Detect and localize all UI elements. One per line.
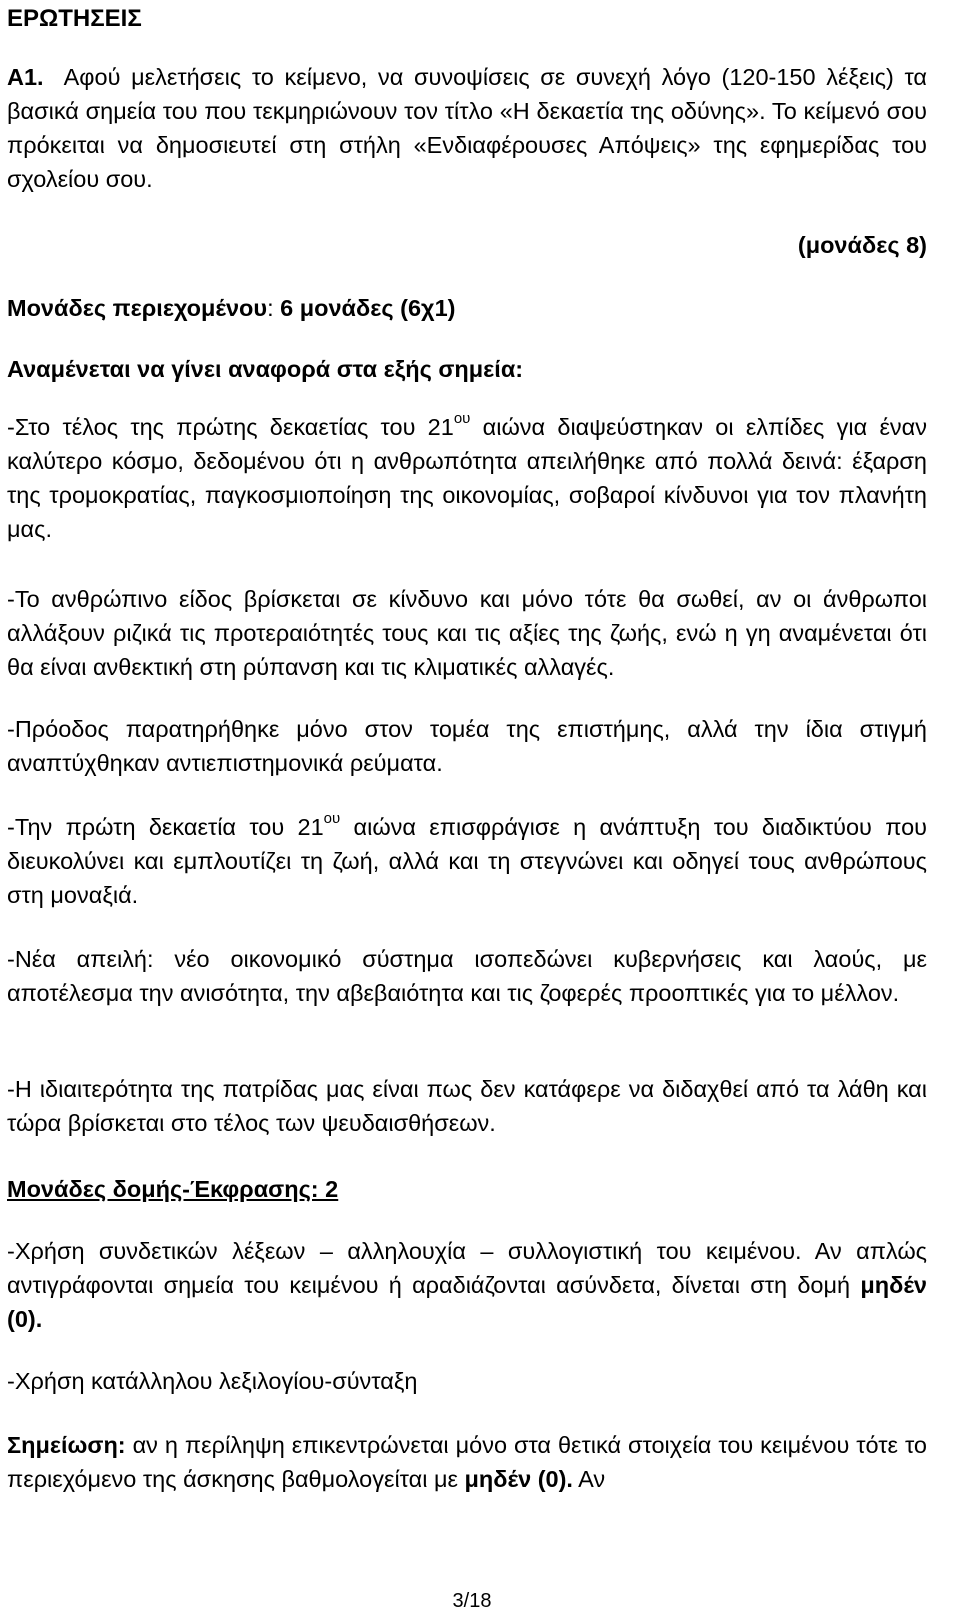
point-3: -Πρόοδος παρατηρήθηκε μόνο στον τομέα της επιστήμης, αλλά την ίδια στιγμή αναπτύχθηκαν αντιεπιστημονικά ρεύματα. <box>7 716 927 776</box>
note-bold: μηδέν (0). <box>464 1466 573 1492</box>
structure-point-1-bold: μηδέν (0). <box>7 1272 927 1332</box>
note-label: Σημείωση: <box>7 1432 126 1458</box>
point-4-text-b: αιώνα επισφράγισε η ανάπτυξη του διαδικτύου που διευκολύνει και εμπλουτίζει τη ζωή, αλλά και τη στεγνώνει και οδηγεί τους ανθρώπους στη μοναξιά. <box>7 814 928 908</box>
units-total: (μονάδες 8) <box>797 232 927 258</box>
content-units-label: Μονάδες περιεχομένου <box>7 295 268 321</box>
point-1 <box>7 410 927 546</box>
point-6: -Η ιδιαιτερότητα της πατρίδας μας είναι πως δεν κατάφερε να διδαχθεί από τα λάθη και τώρα βρίσκεται στο τέλος των ψευδαισθήσεων. <box>7 1076 927 1136</box>
content-units <box>7 291 455 325</box>
structure-point-1-text: -Χρήση συνδετικών λέξεων – αλληλουχία – συλλογιστική του κειμένου. Αν απλώς αντιγράφονται σημεία του κειμένου ή αραδιάζονται ασύνδετα, δίνεται στη δομή <box>7 1238 927 1298</box>
content-units-colon: : <box>267 295 274 321</box>
structure-point-1 <box>7 1234 927 1336</box>
point-4-text-a: -Την πρώτη δεκαετία του 21 <box>7 814 324 840</box>
point-1-text-a: -Στο τέλος της πρώτης δεκαετίας του 21 <box>7 414 454 440</box>
note-text-b: Αν <box>572 1466 606 1492</box>
point-1-superscript: ου <box>453 410 471 427</box>
structure-title: Μονάδες δομής-Έκφρασης: 2 <box>7 1176 339 1202</box>
point-4 <box>7 810 927 912</box>
page-number: 3/18 <box>452 1590 492 1612</box>
note-text-a: αν η περίληψη επικεντρώνεται μόνο στα θετικά στοιχεία του κειμένου τότε το περιεχόμενο της άσκησης βαθμολογείται με <box>7 1432 927 1492</box>
question-a1 <box>7 60 927 196</box>
note <box>7 1428 927 1496</box>
section-title: ΕΡΩΤΗΣΕΙΣ <box>7 5 142 32</box>
structure-point-2: -Χρήση κατάλληλου λεξιλογίου-σύνταξη <box>7 1368 418 1394</box>
question-text: Αφού μελετήσεις το κείμενο, να συνοψίσεις σε συνεχή λόγο (120-150 λέξεις) τα βασικά σημεία του που τεκμηριώνουν τον τίτλο «Η δεκαετία της οδύνης». Το κείμενό σου πρόκειται να δημοσιευτεί στη στήλη «Ενδιαφέρουσες Απόψεις» της εφημερίδας του σχολείου σου. <box>7 64 927 192</box>
question-label: Α1. <box>7 64 44 90</box>
expected-heading: Αναμένεται να γίνει αναφορά στα εξής σημεία: <box>7 356 524 382</box>
content-units-value: 6 μονάδες (6χ1) <box>273 295 456 321</box>
point-4-superscript: ου <box>323 810 341 827</box>
point-1-text-b: αιώνα διαψεύστηκαν οι ελπίδες για έναν καλύτερο κόσμο, δεδομένου ότι η ανθρωπότητα απειλήθηκε από πολλά δεινά: έξαρση της τρομοκρατίας, παγκοσμιοποίηση της οικονομίας, σοβαροί κίνδυνοι για τον πλανήτη μας. <box>7 414 928 542</box>
point-5: -Νέα απειλή: νέο οικονομικό σύστημα ισοπεδώνει κυβερνήσεις και λαούς, με αποτέλεσμα την ανισότητα, την αβεβαιότητα και τις ζοφερές προοπτικές για το μέλλον. <box>7 946 927 1006</box>
point-2: -Το ανθρώπινο είδος βρίσκεται σε κίνδυνο και μόνο τότε θα σωθεί, αν οι άνθρωποι αλλάξουν ριζικά τις προτεραιότητές τους και τις αξίες της ζωής, ενώ η γη αναμένεται ότι θα είναι ανθεκτική στη ρύπανση και τις κλιματικές αλλαγές. <box>7 586 927 680</box>
